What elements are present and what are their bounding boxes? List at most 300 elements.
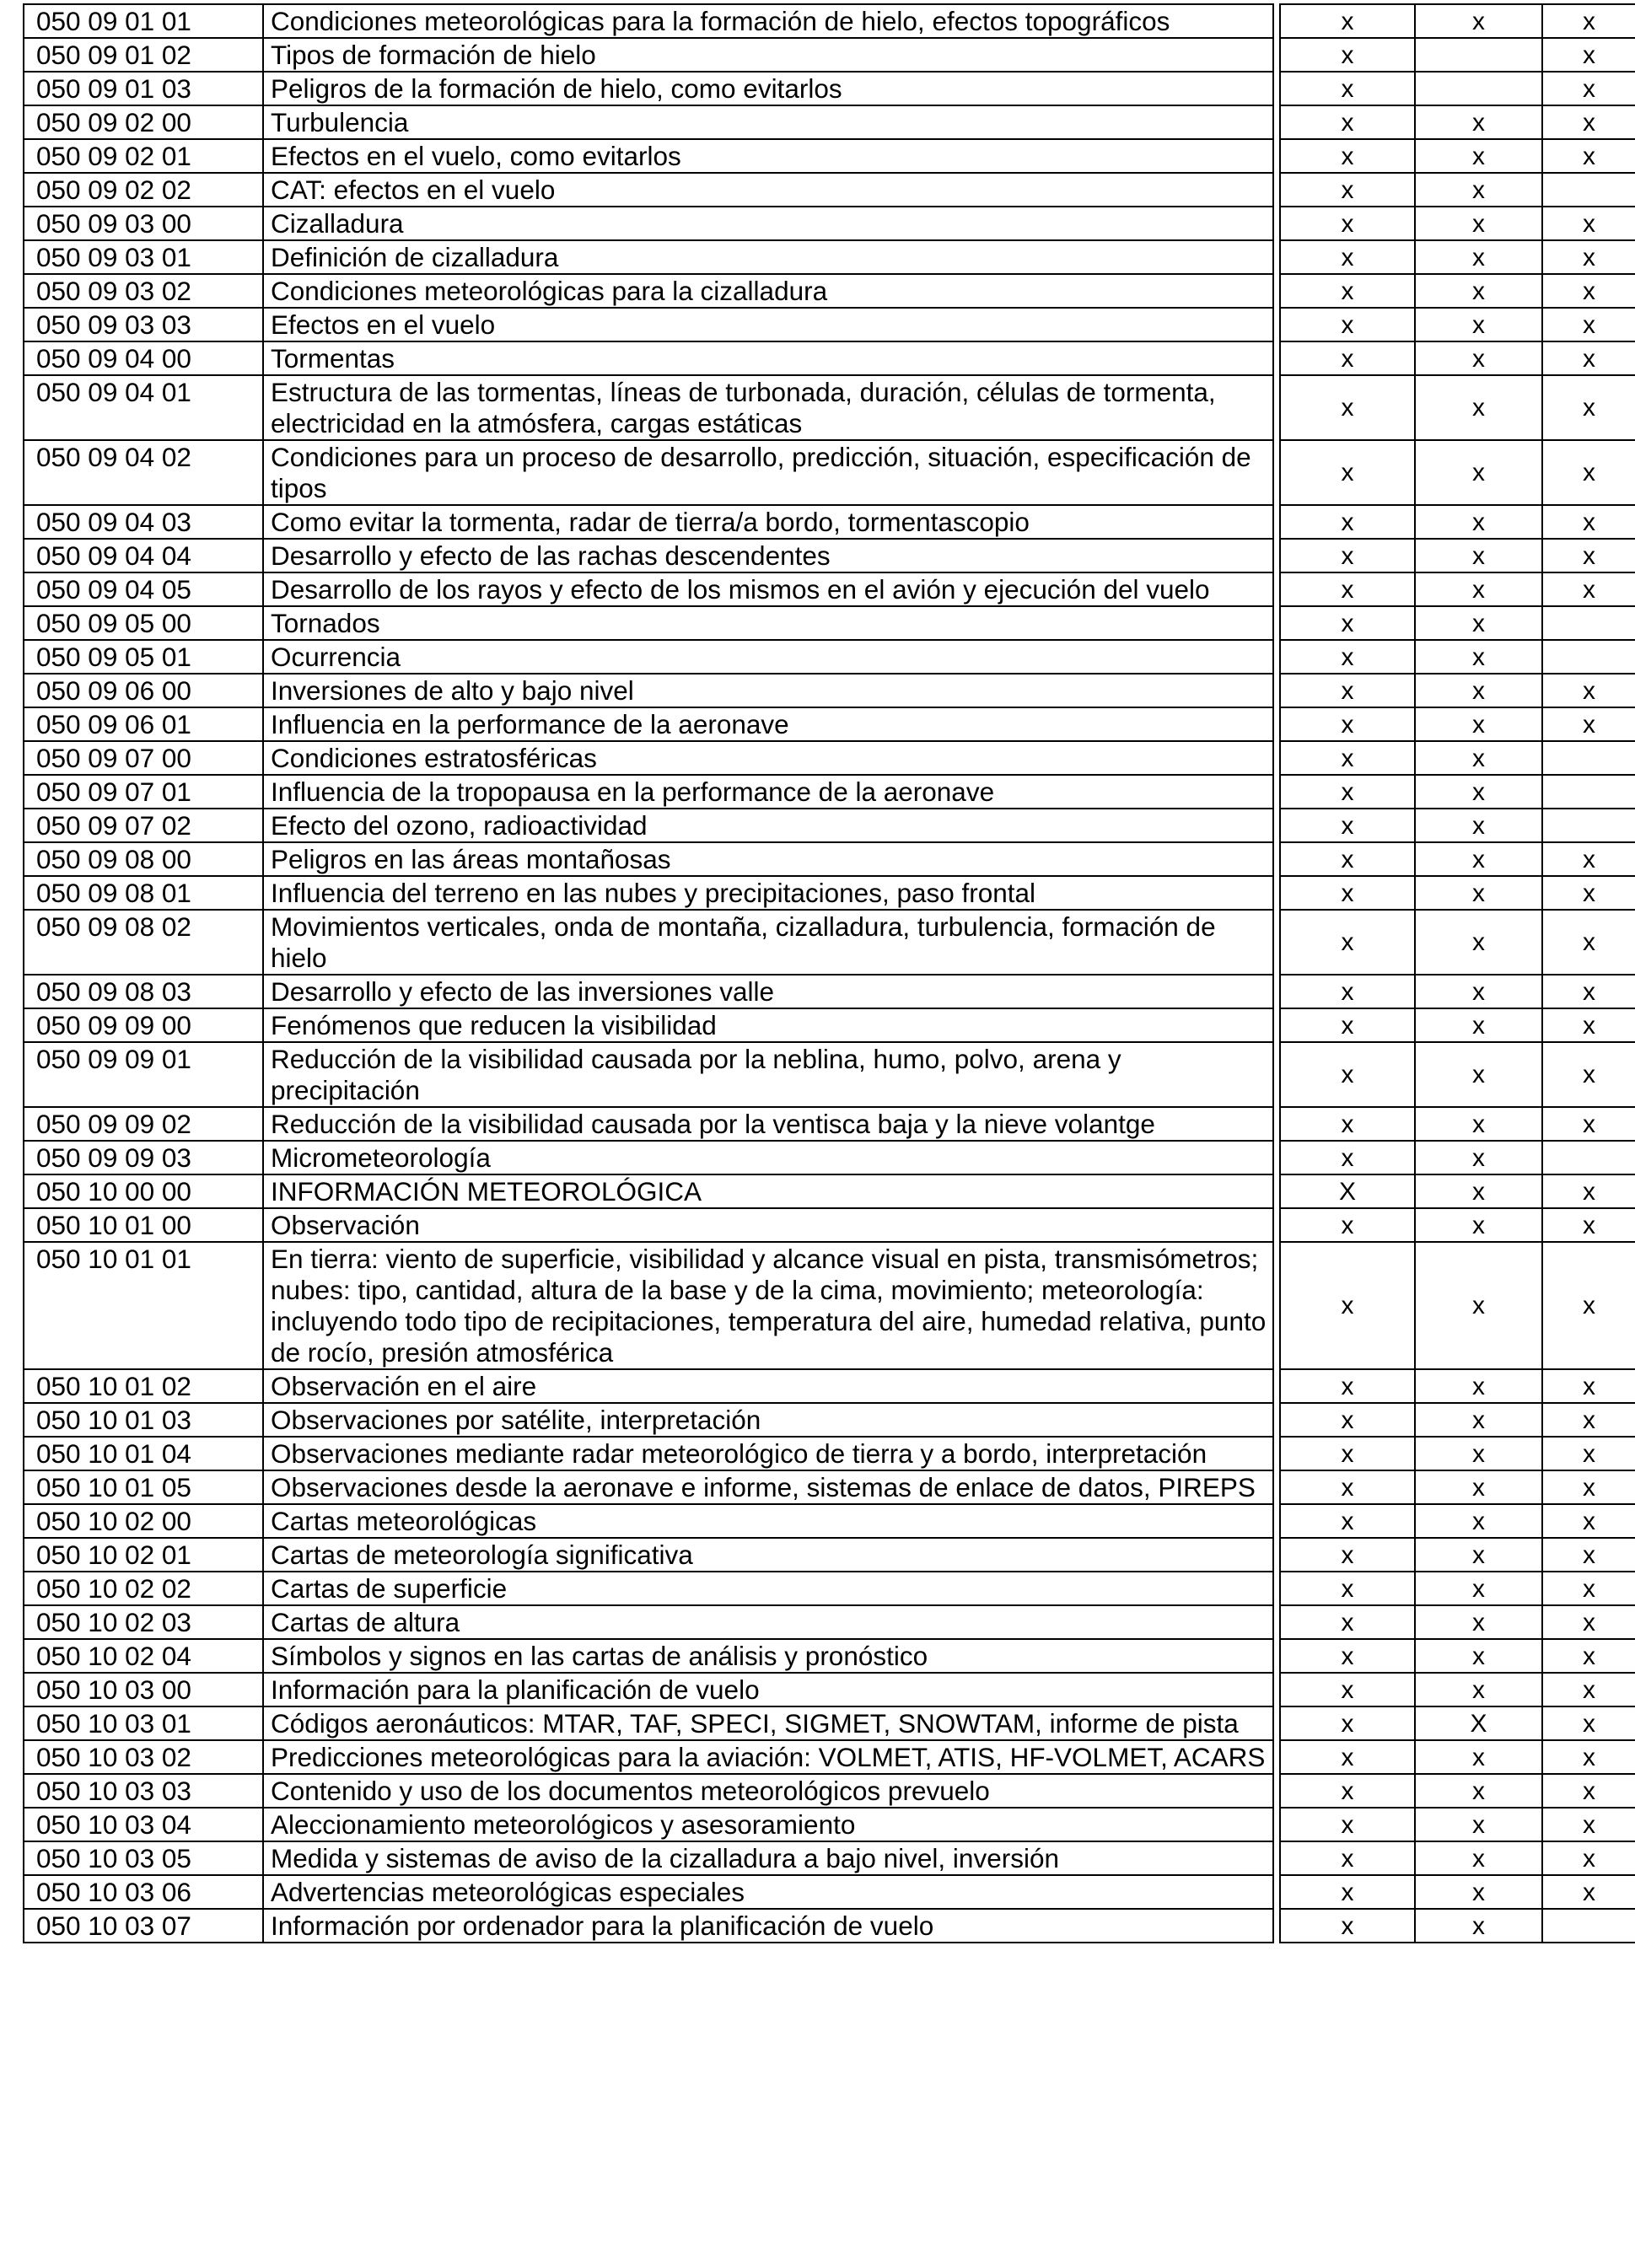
column-gap <box>1273 1208 1280 1242</box>
row-mark-2: x <box>1415 505 1542 539</box>
table-row <box>24 1740 1635 1774</box>
row-mark-2: x <box>1415 809 1542 842</box>
row-mark-2: x <box>1415 1470 1542 1504</box>
row-mark-1: x <box>1280 775 1415 809</box>
row-mark-1: x <box>1280 1774 1415 1808</box>
row-mark-2: x <box>1415 1740 1542 1774</box>
row-mark-1: x <box>1280 1841 1415 1875</box>
row-mark-2: x <box>1415 1403 1542 1437</box>
row-mark-3 <box>1542 775 1635 809</box>
row-description: Aleccionamiento meteorológicos y asesoramiento <box>263 1808 1273 1841</box>
row-description: Efecto del ozono, radioactividad <box>263 809 1273 842</box>
row-mark-2: x <box>1415 539 1542 572</box>
row-code: 050 10 02 02 <box>24 1572 263 1605</box>
table-row <box>24 1242 1635 1369</box>
row-mark-2: x <box>1415 1808 1542 1841</box>
row-description: Cizalladura <box>263 207 1273 240</box>
table-row <box>24 1538 1635 1572</box>
row-mark-3 <box>1542 173 1635 207</box>
row-code: 050 09 04 03 <box>24 505 263 539</box>
row-mark-3: x <box>1542 1538 1635 1572</box>
row-description: Micrometeorología <box>263 1141 1273 1174</box>
column-gap <box>1273 876 1280 910</box>
row-mark-3: x <box>1542 1875 1635 1909</box>
row-code: 050 09 02 01 <box>24 139 263 173</box>
row-mark-2: x <box>1415 1107 1542 1141</box>
column-gap <box>1273 1141 1280 1174</box>
row-mark-3 <box>1542 741 1635 775</box>
row-mark-2: x <box>1415 105 1542 139</box>
row-mark-1: x <box>1280 1042 1415 1107</box>
row-code: 050 09 07 01 <box>24 775 263 809</box>
column-gap <box>1273 4 1280 38</box>
row-code: 050 09 03 02 <box>24 274 263 308</box>
row-mark-2: x <box>1415 674 1542 707</box>
row-mark-1: x <box>1280 1875 1415 1909</box>
row-description: Cartas de altura <box>263 1605 1273 1639</box>
table-row <box>24 1403 1635 1437</box>
column-gap <box>1273 308 1280 341</box>
column-gap <box>1273 809 1280 842</box>
table-row <box>24 1808 1635 1841</box>
row-code: 050 09 02 00 <box>24 105 263 139</box>
row-code: 050 10 03 06 <box>24 1875 263 1909</box>
column-gap <box>1273 375 1280 440</box>
row-mark-1: x <box>1280 38 1415 72</box>
row-mark-1: x <box>1280 1470 1415 1504</box>
row-code: 050 10 01 05 <box>24 1470 263 1504</box>
row-description: Tipos de formación de hielo <box>263 38 1273 72</box>
column-gap <box>1273 274 1280 308</box>
row-code: 050 10 01 01 <box>24 1242 263 1369</box>
row-code: 050 09 08 03 <box>24 975 263 1008</box>
row-code: 050 10 03 02 <box>24 1740 263 1774</box>
row-mark-3: x <box>1542 572 1635 606</box>
row-mark-2: x <box>1415 1208 1542 1242</box>
row-mark-3 <box>1542 809 1635 842</box>
row-description: Reducción de la visibilidad causada por la neblina, humo, polvo, arena y precipitación <box>263 1042 1273 1107</box>
table-row <box>24 505 1635 539</box>
column-gap <box>1273 1242 1280 1369</box>
column-gap <box>1273 1008 1280 1042</box>
row-mark-3: x <box>1542 1437 1635 1470</box>
row-mark-1: x <box>1280 640 1415 674</box>
column-gap <box>1273 606 1280 640</box>
row-mark-2: x <box>1415 775 1542 809</box>
table-row <box>24 341 1635 375</box>
row-code: 050 09 08 02 <box>24 910 263 975</box>
row-mark-1: x <box>1280 1208 1415 1242</box>
row-mark-3 <box>1542 1909 1635 1943</box>
row-mark-1: x <box>1280 1639 1415 1673</box>
row-description: Información por ordenador para la planificación de vuelo <box>263 1909 1273 1943</box>
row-mark-2: x <box>1415 4 1542 38</box>
row-description: Como evitar la tormenta, radar de tierra/a bordo, tormentascopio <box>263 505 1273 539</box>
row-description: Desarrollo y efecto de las inversiones valle <box>263 975 1273 1008</box>
row-description: Ocurrencia <box>263 640 1273 674</box>
row-description: Observaciones desde la aeronave e informe, sistemas de enlace de datos, PIREPS <box>263 1470 1273 1504</box>
column-gap <box>1273 1875 1280 1909</box>
column-gap <box>1273 38 1280 72</box>
row-code: 050 10 02 00 <box>24 1504 263 1538</box>
row-description: Códigos aeronáuticos: MTAR, TAF, SPECI, SIGMET, SNOWTAM, informe de pista <box>263 1706 1273 1740</box>
row-code: 050 09 07 02 <box>24 809 263 842</box>
table-row <box>24 876 1635 910</box>
row-code: 050 10 00 00 <box>24 1174 263 1208</box>
row-code: 050 10 02 01 <box>24 1538 263 1572</box>
row-code: 050 09 06 01 <box>24 707 263 741</box>
column-gap <box>1273 539 1280 572</box>
row-mark-1: x <box>1280 1403 1415 1437</box>
table-row <box>24 72 1635 105</box>
row-mark-2: x <box>1415 274 1542 308</box>
row-mark-1: x <box>1280 975 1415 1008</box>
row-mark-2: x <box>1415 640 1542 674</box>
row-description: Tormentas <box>263 341 1273 375</box>
row-mark-3: x <box>1542 876 1635 910</box>
row-code: 050 09 01 01 <box>24 4 263 38</box>
table-row <box>24 975 1635 1008</box>
row-mark-1: x <box>1280 910 1415 975</box>
row-mark-3: x <box>1542 1107 1635 1141</box>
row-mark-1: x <box>1280 1242 1415 1369</box>
table-row <box>24 1639 1635 1673</box>
row-description: Influencia de la tropopausa en la performance de la aeronave <box>263 775 1273 809</box>
row-mark-3: x <box>1542 1572 1635 1605</box>
row-mark-3: x <box>1542 1369 1635 1403</box>
row-mark-3: x <box>1542 1008 1635 1042</box>
row-mark-3: x <box>1542 1242 1635 1369</box>
row-mark-3: x <box>1542 1740 1635 1774</box>
row-mark-3: x <box>1542 38 1635 72</box>
table-row <box>24 240 1635 274</box>
row-mark-3: x <box>1542 1605 1635 1639</box>
row-mark-3 <box>1542 1141 1635 1174</box>
column-gap <box>1273 707 1280 741</box>
row-mark-3: x <box>1542 707 1635 741</box>
column-gap <box>1273 1369 1280 1403</box>
column-gap <box>1273 1808 1280 1841</box>
row-mark-3: x <box>1542 1706 1635 1740</box>
row-description: Condiciones estratosféricas <box>263 741 1273 775</box>
row-mark-2: x <box>1415 341 1542 375</box>
row-mark-2: x <box>1415 1369 1542 1403</box>
column-gap <box>1273 975 1280 1008</box>
column-gap <box>1273 1706 1280 1740</box>
table-row <box>24 741 1635 775</box>
row-description: Predicciones meteorológicas para la aviación: VOLMET, ATIS, HF-VOLMET, ACARS <box>263 1740 1273 1774</box>
row-mark-1: x <box>1280 674 1415 707</box>
row-mark-1: x <box>1280 1504 1415 1538</box>
column-gap <box>1273 741 1280 775</box>
row-description: Estructura de las tormentas, líneas de turbonada, duración, células de tormenta, electricidad en la atmósfera, cargas estáticas <box>263 375 1273 440</box>
row-mark-2: x <box>1415 1673 1542 1706</box>
row-mark-1: x <box>1280 842 1415 876</box>
column-gap <box>1273 1174 1280 1208</box>
row-code: 050 09 05 01 <box>24 640 263 674</box>
row-mark-2: x <box>1415 910 1542 975</box>
row-mark-2: x <box>1415 572 1542 606</box>
row-description: Movimientos verticales, onda de montaña, cizalladura, turbulencia, formación de hielo <box>263 910 1273 975</box>
row-mark-1: x <box>1280 1437 1415 1470</box>
row-mark-1: x <box>1280 105 1415 139</box>
row-mark-3: x <box>1542 1208 1635 1242</box>
column-gap <box>1273 572 1280 606</box>
row-mark-3: x <box>1542 1403 1635 1437</box>
row-code: 050 09 03 03 <box>24 308 263 341</box>
column-gap <box>1273 1538 1280 1572</box>
row-mark-2: x <box>1415 308 1542 341</box>
column-gap <box>1273 1437 1280 1470</box>
table-row <box>24 308 1635 341</box>
row-description: Turbulencia <box>263 105 1273 139</box>
row-mark-3: x <box>1542 1841 1635 1875</box>
row-mark-3: x <box>1542 72 1635 105</box>
row-code: 050 10 03 03 <box>24 1774 263 1808</box>
row-description: Cartas de meteorología significativa <box>263 1538 1273 1572</box>
row-mark-1: x <box>1280 308 1415 341</box>
column-gap <box>1273 1042 1280 1107</box>
table-row <box>24 1208 1635 1242</box>
row-description: Efectos en el vuelo <box>263 308 1273 341</box>
column-gap <box>1273 1107 1280 1141</box>
row-mark-1: x <box>1280 1538 1415 1572</box>
row-mark-3: x <box>1542 1673 1635 1706</box>
table-row <box>24 1174 1635 1208</box>
row-description: Influencia en la performance de la aeronave <box>263 707 1273 741</box>
row-mark-2: x <box>1415 1008 1542 1042</box>
row-code: 050 09 04 04 <box>24 539 263 572</box>
table-row <box>24 910 1635 975</box>
row-mark-2: x <box>1415 842 1542 876</box>
row-mark-2: x <box>1415 1841 1542 1875</box>
row-code: 050 09 04 00 <box>24 341 263 375</box>
row-description: Medida y sistemas de aviso de la cizalladura a bajo nivel, inversión <box>263 1841 1273 1875</box>
column-gap <box>1273 1909 1280 1943</box>
column-gap <box>1273 1605 1280 1639</box>
row-description: Peligros en las áreas montañosas <box>263 842 1273 876</box>
row-code: 050 09 09 00 <box>24 1008 263 1042</box>
row-mark-3: x <box>1542 4 1635 38</box>
table-row <box>24 1841 1635 1875</box>
row-mark-3: x <box>1542 274 1635 308</box>
row-mark-1: x <box>1280 606 1415 640</box>
row-mark-2: x <box>1415 207 1542 240</box>
table-row <box>24 375 1635 440</box>
table-row <box>24 640 1635 674</box>
table-row <box>24 440 1635 505</box>
row-mark-2 <box>1415 38 1542 72</box>
row-mark-1: x <box>1280 72 1415 105</box>
row-mark-3: x <box>1542 910 1635 975</box>
row-mark-3: x <box>1542 1504 1635 1538</box>
row-mark-1: x <box>1280 876 1415 910</box>
table-row <box>24 139 1635 173</box>
row-mark-3: x <box>1542 674 1635 707</box>
table-row <box>24 842 1635 876</box>
row-mark-1: x <box>1280 1909 1415 1943</box>
row-code: 050 10 02 04 <box>24 1639 263 1673</box>
row-mark-2: x <box>1415 173 1542 207</box>
row-description: Influencia del terreno en las nubes y precipitaciones, paso frontal <box>263 876 1273 910</box>
row-description: Reducción de la visibilidad causada por la ventisca baja y la nieve volantge <box>263 1107 1273 1141</box>
row-mark-3: x <box>1542 1470 1635 1504</box>
row-mark-2: x <box>1415 606 1542 640</box>
row-code: 050 10 03 07 <box>24 1909 263 1943</box>
row-description: Tornados <box>263 606 1273 640</box>
row-description: Contenido y uso de los documentos meteorológicos prevuelo <box>263 1774 1273 1808</box>
row-mark-3: x <box>1542 375 1635 440</box>
column-gap <box>1273 640 1280 674</box>
column-gap <box>1273 1572 1280 1605</box>
row-mark-2: X <box>1415 1706 1542 1740</box>
row-mark-1: x <box>1280 1008 1415 1042</box>
row-mark-3: x <box>1542 341 1635 375</box>
row-mark-3: x <box>1542 842 1635 876</box>
table-row <box>24 1042 1635 1107</box>
table-row <box>24 707 1635 741</box>
row-mark-2: x <box>1415 876 1542 910</box>
row-mark-1: x <box>1280 4 1415 38</box>
table-row <box>24 775 1635 809</box>
column-gap <box>1273 1470 1280 1504</box>
row-code: 050 09 04 01 <box>24 375 263 440</box>
column-gap <box>1273 505 1280 539</box>
row-code: 050 09 08 00 <box>24 842 263 876</box>
table-row <box>24 1706 1635 1740</box>
row-mark-3: x <box>1542 1639 1635 1673</box>
table-row <box>24 1107 1635 1141</box>
row-description: Información para la planificación de vuelo <box>263 1673 1273 1706</box>
row-mark-2: x <box>1415 1909 1542 1943</box>
row-code: 050 10 03 05 <box>24 1841 263 1875</box>
row-mark-2: x <box>1415 139 1542 173</box>
row-description: Condiciones para un proceso de desarrollo, predicción, situación, especificación de tipos <box>263 440 1273 505</box>
table-row <box>24 1437 1635 1470</box>
row-mark-2 <box>1415 72 1542 105</box>
column-gap <box>1273 240 1280 274</box>
column-gap <box>1273 775 1280 809</box>
table-row <box>24 1470 1635 1504</box>
row-mark-1: x <box>1280 274 1415 308</box>
row-mark-3: x <box>1542 1808 1635 1841</box>
row-mark-1: x <box>1280 1141 1415 1174</box>
row-mark-3 <box>1542 640 1635 674</box>
row-description: Observación <box>263 1208 1273 1242</box>
row-mark-2: x <box>1415 240 1542 274</box>
row-mark-1: x <box>1280 173 1415 207</box>
table-row <box>24 1774 1635 1808</box>
row-code: 050 09 01 03 <box>24 72 263 105</box>
column-gap <box>1273 72 1280 105</box>
row-description: INFORMACIÓN METEOROLÓGICA <box>263 1174 1273 1208</box>
row-code: 050 09 09 02 <box>24 1107 263 1141</box>
column-gap <box>1273 105 1280 139</box>
row-description: Condiciones meteorológicas para la cizalladura <box>263 274 1273 308</box>
table-row <box>24 1673 1635 1706</box>
table-row <box>24 1572 1635 1605</box>
row-mark-1: x <box>1280 240 1415 274</box>
row-mark-1: x <box>1280 139 1415 173</box>
row-mark-1: x <box>1280 809 1415 842</box>
row-code: 050 09 04 02 <box>24 440 263 505</box>
row-description: Advertencias meteorológicas especiales <box>263 1875 1273 1909</box>
row-mark-3: x <box>1542 1774 1635 1808</box>
row-description: Observaciones mediante radar meteorológico de tierra y a bordo, interpretación <box>263 1437 1273 1470</box>
column-gap <box>1273 674 1280 707</box>
table-row <box>24 539 1635 572</box>
row-code: 050 09 05 00 <box>24 606 263 640</box>
row-mark-2: x <box>1415 1605 1542 1639</box>
row-description: Efectos en el vuelo, como evitarlos <box>263 139 1273 173</box>
row-mark-1: x <box>1280 1605 1415 1639</box>
row-code: 050 09 03 01 <box>24 240 263 274</box>
row-code: 050 10 01 02 <box>24 1369 263 1403</box>
row-description: Peligros de la formación de hielo, como evitarlos <box>263 72 1273 105</box>
row-mark-1: x <box>1280 572 1415 606</box>
row-mark-1: X <box>1280 1174 1415 1208</box>
table-row <box>24 38 1635 72</box>
row-code: 050 10 02 03 <box>24 1605 263 1639</box>
row-code: 050 09 09 03 <box>24 1141 263 1174</box>
row-mark-1: x <box>1280 1369 1415 1403</box>
row-mark-3: x <box>1542 1174 1635 1208</box>
row-mark-3: x <box>1542 1042 1635 1107</box>
row-code: 050 10 01 04 <box>24 1437 263 1470</box>
column-gap <box>1273 1740 1280 1774</box>
row-description: Desarrollo de los rayos y efecto de los mismos en el avión y ejecución del vuelo <box>263 572 1273 606</box>
row-mark-1: x <box>1280 505 1415 539</box>
row-mark-3: x <box>1542 440 1635 505</box>
row-mark-2: x <box>1415 707 1542 741</box>
table-row <box>24 606 1635 640</box>
row-mark-1: x <box>1280 1572 1415 1605</box>
row-description: Símbolos y signos en las cartas de análisis y pronóstico <box>263 1639 1273 1673</box>
row-mark-2: x <box>1415 741 1542 775</box>
column-gap <box>1273 1403 1280 1437</box>
row-mark-2: x <box>1415 1042 1542 1107</box>
row-mark-2: x <box>1415 1639 1542 1673</box>
row-mark-1: x <box>1280 440 1415 505</box>
row-mark-2: x <box>1415 1572 1542 1605</box>
row-mark-2: x <box>1415 1174 1542 1208</box>
table-row <box>24 1909 1635 1943</box>
row-code: 050 10 03 00 <box>24 1673 263 1706</box>
table-row <box>24 274 1635 308</box>
row-mark-3: x <box>1542 505 1635 539</box>
column-gap <box>1273 1504 1280 1538</box>
table-row <box>24 1369 1635 1403</box>
row-mark-2: x <box>1415 975 1542 1008</box>
column-gap <box>1273 1774 1280 1808</box>
row-mark-1: x <box>1280 539 1415 572</box>
table-row <box>24 105 1635 139</box>
table-row <box>24 809 1635 842</box>
row-mark-1: x <box>1280 1673 1415 1706</box>
row-code: 050 09 04 05 <box>24 572 263 606</box>
table-row <box>24 572 1635 606</box>
column-gap <box>1273 341 1280 375</box>
row-code: 050 10 03 01 <box>24 1706 263 1740</box>
row-description: Definición de cizalladura <box>263 240 1273 274</box>
column-gap <box>1273 440 1280 505</box>
row-mark-1: x <box>1280 741 1415 775</box>
column-gap <box>1273 207 1280 240</box>
row-mark-1: x <box>1280 207 1415 240</box>
row-description: Observación en el aire <box>263 1369 1273 1403</box>
column-gap <box>1273 173 1280 207</box>
row-code: 050 09 03 00 <box>24 207 263 240</box>
